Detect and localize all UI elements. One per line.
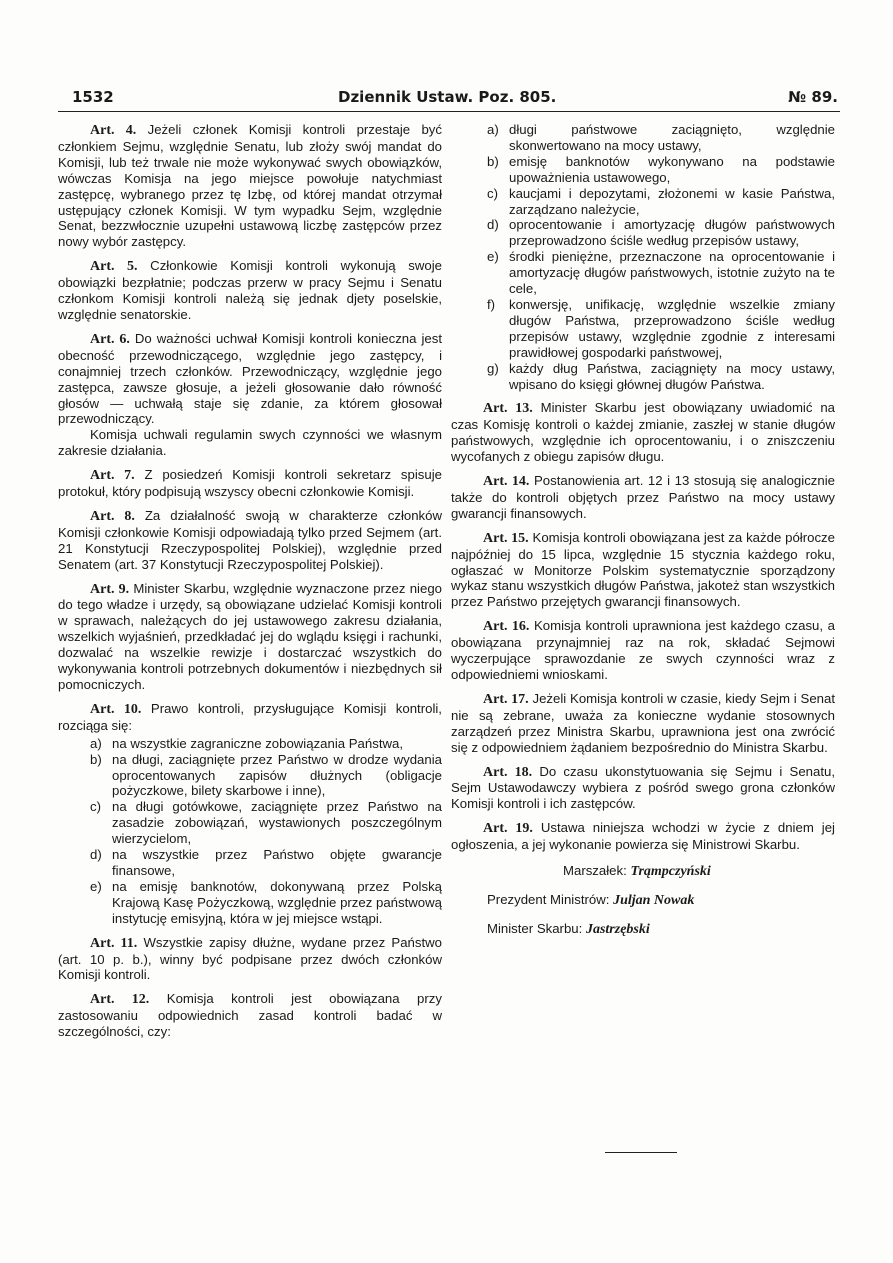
- article-16: [451, 618, 835, 683]
- list-item-label: b): [487, 153, 499, 169]
- list-item-text: oprocentowanie i amortyzację długów państwowych przeprowadzono ściśle według przepisów ustawy,: [509, 217, 835, 249]
- list-item-text: emisję banknotów wykonywano na podstawie upoważnienia ustawowego,: [509, 153, 835, 185]
- article-text: Jeżeli członek Komisji kontroli przestaje być członkiem Sejmu, względnie Senatu, lub złoży swój mandat do Komisji, lub też trwale nie może wykonywać swych obowiązków, wówczas Komisja na jego miejsce powołuje natychmiast zastępcę, wybranego przez tę Izbę, od której mandat otrzymał ustępujący członek Komisji. W tym wypadku Sejm, względnie Senat, bezzwłocznie uzupełni ustawową liczbę zastępców przez nowy wybór zastępcy.: [58, 122, 442, 250]
- list-item-label: c): [487, 185, 498, 201]
- list-item-text: konwersję, unifikację, względnie wszelkie zmiany długów Państwa, przeprowadzono ściśle według przepisów ustawy, względnie zgodnie z interesami prawidłowej gospodarki państwowej,: [509, 296, 835, 360]
- list-item-text: kaucjami i depozytami, złożonemi w kasie Państwa, zarządzano należycie,: [509, 185, 835, 217]
- journal-title: Dziennik Ustaw. Poz. 805.: [338, 88, 557, 106]
- list-item: [451, 186, 835, 218]
- article-9: [58, 581, 442, 693]
- article-text: Minister Skarbu, względnie wyznaczone przez niego do tego władze i urzędy, są obowiązane udzielać Komisji kontroli w sprawach, należących do jej ustawowego zakresu działania, wszelkich wyjaśnień, przedkładać jej do wglądu księgi i rachunki, dozwalać na wszelkie rewizje i dostarczać wszystkich do wykonywania kontroli potrzebnych dokumentów i niezbędnych sił pomocniczych.: [58, 580, 442, 692]
- signature-name: Jastrzębski: [585, 921, 650, 937]
- article-14: [451, 473, 835, 522]
- article-text: Do ważności uchwał Komisji kontroli konieczna jest obecność przewodniczącego, względnie jego zastępcy, i conajmniej trzech członków. Przewodniczący, względnie jego zastępca, zawsze głosuje, a jeżeli głosowanie dało równość głosów — uchwałą staje się zdanie, za którem głosował przewodniczący.: [58, 330, 442, 427]
- article-label: Art. 9.: [90, 581, 130, 597]
- list-item-label: d): [487, 217, 499, 233]
- article-text: Do czasu ukonstytuowania się Sejmu i Senatu, Sejm Ustawodawczy wybiera z pośród swego grona członków Komisji kontroli i ich zastępców.: [451, 763, 835, 812]
- list-item: [451, 249, 835, 297]
- list-item-label: b): [90, 751, 102, 767]
- article-label: Art. 7.: [90, 468, 135, 484]
- article-text: Ustawa niniejsza wchodzi w życie z dniem jej ogłoszenia, a jej wykonanie powierza się Ministrowi Skarbu.: [451, 820, 835, 853]
- article-text: Postanowienia art. 12 i 13 stosują się analogicznie także do kontroli objętych przez Państwo na mocy ustawy gwarancji finansowych.: [451, 473, 835, 521]
- page-number: 1532: [72, 88, 114, 106]
- list-item-text: na długi gotówkowe, zaciągnięte przez Państwo na zasadzie zobowiązań, wystawionych poszczególnym wierzycielom,: [112, 799, 442, 847]
- list-item-label: a): [90, 735, 102, 751]
- article-label: Art. 17.: [483, 691, 529, 707]
- signature-title: Marszałek:: [563, 863, 627, 879]
- article-10: [58, 701, 442, 734]
- article-label: Art. 13.: [483, 401, 533, 417]
- article-label: Art. 18.: [483, 764, 533, 780]
- article-text: Wszystkie zapisy dłużne, wydane przez Państwo (art. 10 p. b.), winny być podpisane przez dwóch członków Komisji kontroli.: [58, 934, 442, 983]
- signature-title: Prezydent Ministrów:: [487, 891, 610, 907]
- page-header: [58, 88, 838, 110]
- article-label: Art. 11.: [90, 935, 138, 951]
- article-label: Art. 12.: [90, 992, 150, 1008]
- issue-number: № 89.: [788, 88, 838, 106]
- list-item: [451, 217, 835, 249]
- signature-name: Juljan Nowak: [613, 892, 695, 908]
- list-item: [58, 879, 442, 927]
- article-text: Jeżeli Komisja kontroli w czasie, kiedy Sejm i Senat nie są zebrane, uważa za konieczne wydanie stosownych zarządzeń przez Ministra Skarbu, uprawniona jest ona zwrócić się z odpowiedniem żądaniem bezpośrednio do Ministra Skarbu.: [451, 690, 835, 755]
- list-item-text: środki pieniężne, przeznaczone na oprocentowanie i amortyzację długów państwowych, istotnie zużyto na te cele,: [509, 249, 835, 297]
- list-item: [451, 297, 835, 361]
- header-rule: [58, 111, 840, 112]
- list-item: [451, 361, 835, 393]
- list-item-text: każdy dług Państwa, zaciągnięty na mocy ustawy, wpisano do księgi głównej długów Państwa.: [509, 360, 835, 392]
- signature-name: Trąmpczyński: [630, 864, 711, 880]
- list-item-label: e): [487, 249, 499, 265]
- list-item: [451, 154, 835, 186]
- end-rule: [605, 1152, 677, 1153]
- list-item-label: e): [90, 878, 102, 894]
- article-5: [58, 258, 442, 323]
- article-17: [451, 691, 835, 756]
- article-text: Z posiedzeń Komisji kontroli sekretarz spisuje protokuł, który podpisują wszyscy obecni członkowie Komisji.: [58, 467, 442, 500]
- list-item-text: na wszystkie przez Państwo objęte gwarancje finansowe,: [112, 847, 442, 878]
- list-item: [58, 736, 442, 752]
- article-label: Art. 6.: [90, 331, 130, 347]
- list-item-label: d): [90, 847, 102, 863]
- article-label: Art. 15.: [483, 530, 529, 546]
- article-6-continuation: Komisja uchwali regulamin swych czynności we własnym zakresie działania.: [58, 427, 442, 459]
- article-text: Prawo kontroli, przysługujące Komisji kontroli, rozciąga się:: [58, 700, 442, 733]
- article-text: Komisja kontroli uprawniona jest każdego czasu, a obowiązana przynajmniej raz na rok, składać Sejmowi wyczerpujące sprawozdanie ze swych czynności wraz z odpowiedniemi wnioskami.: [451, 618, 835, 682]
- article-label: Art. 4.: [90, 123, 137, 138]
- article-label: Art. 16.: [483, 619, 530, 635]
- article-13: [451, 400, 835, 465]
- article-10-list: [58, 736, 442, 927]
- article-label: Art. 8.: [90, 508, 135, 524]
- right-column: [451, 122, 835, 950]
- signature-marshal: [451, 863, 835, 880]
- article-text: Za działalność swoją w charakterze członków Komisji członkowie Komisji odpowiadają tylko przed Sejmem (art. 21 Konstytucji Rzeczypospolitej Polskiej), względnie przed Senatem (art. 37 Konstytucji Rzeczypospolitej Polskiej).: [58, 507, 442, 572]
- article-label: Art. 14.: [483, 474, 530, 490]
- left-column: [58, 122, 442, 1048]
- list-item: [58, 752, 442, 800]
- article-12-list: [451, 122, 835, 392]
- article-label: Art. 19.: [483, 821, 533, 837]
- list-item-text: na długi, zaciągnięte przez Państwo w drodze wydania oprocentowanych zapisów dłużnych (obligacje pożyczkowe, bilety skarbowe i inne),: [112, 751, 442, 799]
- list-item-label: f): [487, 296, 496, 312]
- list-item: [451, 122, 835, 154]
- article-15: [451, 530, 835, 611]
- signature-prime-minister: [451, 892, 835, 909]
- article-label: Art. 5.: [90, 259, 138, 275]
- article-text: Minister Skarbu jest obowiązany uwiadomić na czas Komisję kontroli o każdej zmianie, zaszłej w stanie długów państwowych, względnie ich oprocentowaniu, i o zniszczeniu wycofanych z obiegu zapisów długu.: [451, 400, 835, 465]
- article-label: Art. 10.: [90, 701, 142, 717]
- article-text: Komisja kontroli obowiązana jest za każde półrocze najpóźniej do 15 lipca, względnie 15 stycznia każdego roku, ogłaszać w Monitorze Polskim systematycznie sporządzony wykaz stanu wszystkich długów Państwa, jakoteż stan wszystkich przez Państwo przejętych gwarancji finansowych.: [451, 529, 835, 610]
- list-item-text: na emisję banknotów, dokonywaną przez Polską Krajową Kasę Pożyczkową, względnie przez państwową instytucję emisyjną, która w jej miejsce wstąpi.: [112, 878, 442, 926]
- article-text: Członkowie Komisji kontroli wykonują swoje obowiązki bezpłatnie; podczas przerw w pracy Sejmu i Senatu członkom Komisji kontroli należą się jednak djety poselskie, względnie senatorskie.: [58, 258, 442, 322]
- list-item: [58, 799, 442, 847]
- article-4: [58, 122, 442, 250]
- list-item-text: długi państwowe zaciągnięto, względnie skonwertowano na mocy ustawy,: [509, 122, 835, 153]
- article-12: [58, 991, 442, 1040]
- list-item-label: a): [487, 122, 499, 137]
- article-19: [451, 820, 835, 853]
- signature-title: Minister Skarbu:: [487, 920, 583, 936]
- article-7: [58, 467, 442, 500]
- list-item: [58, 847, 442, 879]
- article-8: [58, 508, 442, 573]
- article-6: [58, 331, 442, 427]
- list-item-label: g): [487, 360, 499, 376]
- list-item-label: c): [90, 799, 101, 815]
- article-text: Komisja kontroli jest obowiązana przy zastosowaniu odpowiednich zasad kontroli badać w szczególności, czy:: [58, 991, 442, 1040]
- article-18: [451, 764, 835, 813]
- article-11: [58, 935, 442, 984]
- signature-treasury-minister: [451, 921, 835, 938]
- list-item-text: na wszystkie zagraniczne zobowiązania Państwa,: [112, 735, 404, 751]
- signatures: [451, 863, 835, 938]
